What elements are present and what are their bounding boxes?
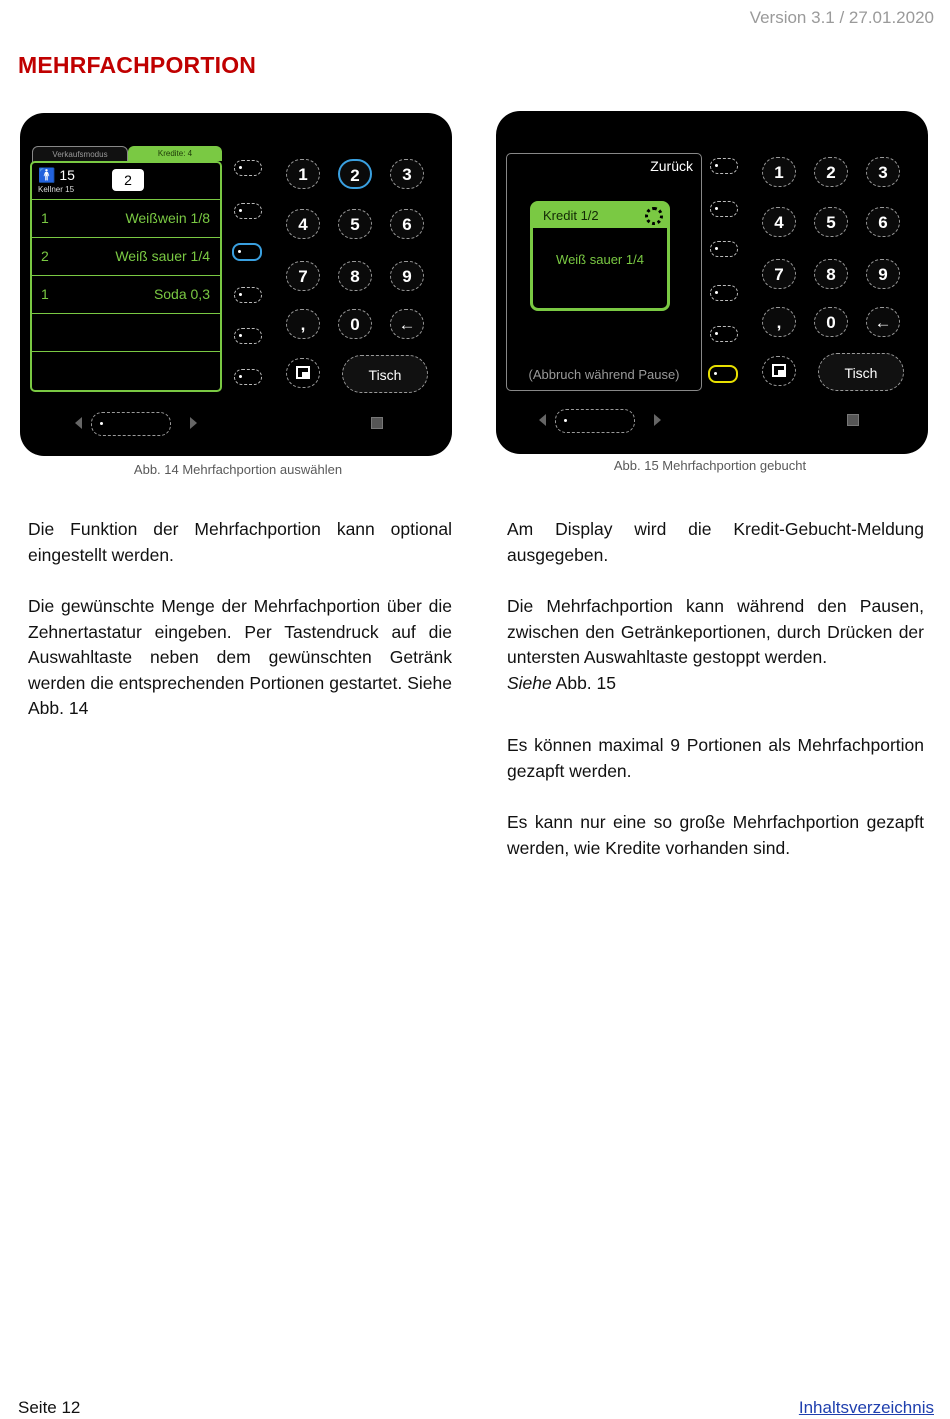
select-button-6[interactable]: [234, 369, 262, 385]
tab-kredite[interactable]: Kredite: 4: [128, 146, 222, 161]
page-number: Seite 12: [18, 1398, 81, 1417]
select-button-3[interactable]: [710, 241, 738, 257]
list-item-empty: [32, 314, 220, 352]
left-paragraph-1: Die Funktion der Mehrfachportion kann optional eingestellt werden.: [28, 519, 452, 565]
siehe-italic: Siehe: [507, 672, 552, 693]
item-count: 1: [41, 210, 49, 226]
key-9[interactable]: 9: [866, 259, 900, 289]
credit-popup: [530, 201, 670, 311]
version-label: Version 3.1 / 27.01.2020: [749, 8, 934, 27]
key-0[interactable]: 0: [338, 309, 372, 339]
key-comma[interactable]: ,: [762, 307, 796, 337]
abort-hint: (Abbruch während Pause): [528, 367, 680, 382]
select-button-2[interactable]: [710, 201, 738, 217]
key-3[interactable]: 3: [866, 157, 900, 187]
key-backspace[interactable]: ←: [390, 309, 424, 339]
stop-icon[interactable]: [847, 414, 859, 426]
caption-figure-15: Abb. 15 Mehrfachportion gebucht: [613, 458, 807, 473]
popup-product: Weiß sauer 1/4: [556, 252, 644, 267]
key-3[interactable]: 3: [390, 159, 424, 189]
tisch-button[interactable]: Tisch: [818, 353, 904, 391]
key-8[interactable]: 8: [338, 261, 372, 291]
tisch-button[interactable]: Tisch: [342, 355, 428, 393]
right-paragraph-4: Es kann nur eine so große Mehrfachportion gezapft werden, wie Kredite vorhanden sind.: [507, 812, 924, 858]
window-icon: [296, 366, 310, 379]
key-7[interactable]: 7: [762, 259, 796, 289]
popup-title: Kredit 1/2: [543, 208, 599, 223]
square-key[interactable]: [286, 358, 320, 388]
scroll-wheel[interactable]: [91, 412, 171, 436]
arrow-right-icon[interactable]: [654, 414, 661, 426]
key-comma[interactable]: ,: [286, 309, 320, 339]
select-button-5[interactable]: [710, 326, 738, 342]
stop-icon[interactable]: [371, 417, 383, 429]
device-figure-14: [20, 113, 452, 456]
device-figure-15: [496, 111, 928, 454]
mode-tabs: [30, 146, 224, 162]
kellner-label: Kellner 15: [38, 185, 75, 194]
key-8[interactable]: 8: [814, 259, 848, 289]
right-paragraph-2: Die Mehrfachportion kann während den Pausen, zwischen den Getränkeportionen, durch Drücken der untersten Auswahltaste gestoppt werden.: [507, 596, 924, 667]
key-4[interactable]: 4: [286, 209, 320, 239]
key-5[interactable]: 5: [814, 207, 848, 237]
key-9[interactable]: 9: [390, 261, 424, 291]
select-button-6-active[interactable]: [708, 365, 738, 383]
quantity-field: 2: [112, 169, 144, 191]
key-2[interactable]: 2: [814, 157, 848, 187]
key-1[interactable]: 1: [286, 159, 320, 189]
select-button-3-active[interactable]: [232, 243, 262, 261]
key-6[interactable]: 6: [866, 207, 900, 237]
caption-figure-14: Abb. 14 Mehrfachportion auswählen: [133, 462, 343, 477]
display-screen: [506, 153, 702, 391]
guest-indicator: [38, 167, 75, 184]
select-button-1[interactable]: [234, 160, 262, 176]
tab-verkaufsmodus[interactable]: Verkaufsmodus: [32, 146, 128, 163]
list-item[interactable]: [32, 238, 220, 276]
square-key[interactable]: [762, 356, 796, 386]
screen-header: [32, 163, 220, 200]
key-5[interactable]: 5: [338, 209, 372, 239]
arrow-left-icon[interactable]: [75, 417, 82, 429]
key-7[interactable]: 7: [286, 261, 320, 291]
item-count: 2: [41, 248, 49, 264]
popup-header: [533, 204, 667, 228]
item-product: Weißwein 1/8: [125, 210, 210, 226]
select-button-1[interactable]: [710, 158, 738, 174]
arrow-left-icon[interactable]: [539, 414, 546, 426]
spinner-icon: [645, 207, 663, 225]
list-item[interactable]: [32, 200, 220, 238]
right-paragraph-2-block: [507, 594, 924, 696]
key-1[interactable]: 1: [762, 157, 796, 187]
select-button-4[interactable]: [710, 285, 738, 301]
item-count: 1: [41, 286, 49, 302]
display-screen: [30, 161, 222, 392]
zurueck-button[interactable]: Zurück: [650, 158, 693, 174]
scroll-wheel[interactable]: [555, 409, 635, 433]
toc-link[interactable]: Inhaltsverzeichnis: [798, 1398, 934, 1417]
key-2-active[interactable]: 2: [338, 159, 372, 189]
select-button-5[interactable]: [234, 328, 262, 344]
key-0[interactable]: 0: [814, 307, 848, 337]
select-button-4[interactable]: [234, 287, 262, 303]
arrow-right-icon[interactable]: [190, 417, 197, 429]
right-paragraph-3: Es können maximal 9 Portionen als Mehrfachportion gezapft werden.: [507, 735, 924, 781]
left-paragraph-2: Die gewünschte Menge der Mehrfachportion über die Zehnertastatur eingeben. Per Tastendruck auf die Auswahltaste neben dem gewünschten Getränk werden die entsprechenden Portionen gestartet. Siehe Abb. 14: [28, 596, 452, 718]
figure-reference: Abb. 15: [551, 672, 616, 693]
select-button-2[interactable]: [234, 203, 262, 219]
window-icon: [772, 364, 786, 377]
person-icon: 🚹: [38, 167, 56, 183]
item-product: Weiß sauer 1/4: [115, 248, 210, 264]
item-product: Soda 0,3: [153, 286, 210, 302]
key-6[interactable]: 6: [390, 209, 424, 239]
page-title: MEHRFACHPORTION: [18, 52, 257, 78]
key-backspace[interactable]: ←: [866, 307, 900, 337]
guest-number: 15: [59, 167, 75, 183]
right-paragraph-1: Am Display wird die Kredit-Gebucht-Meldung ausgegeben.: [507, 519, 924, 565]
list-item[interactable]: [32, 276, 220, 314]
key-4[interactable]: 4: [762, 207, 796, 237]
